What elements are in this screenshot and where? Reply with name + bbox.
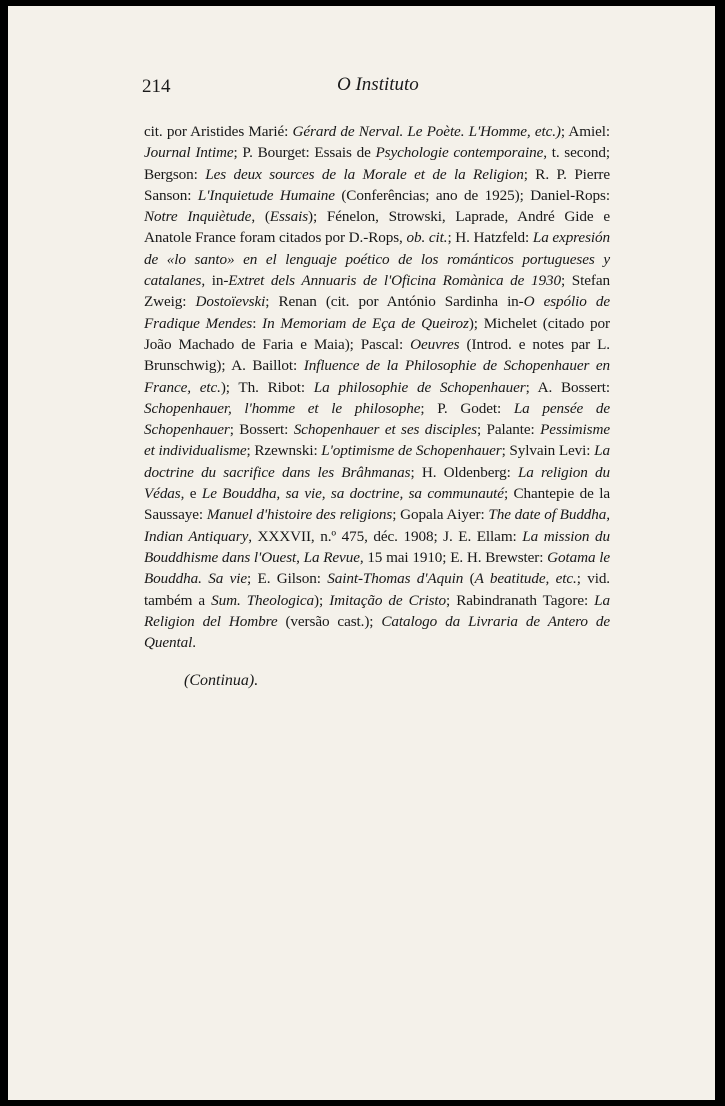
cited-title: Journal Intime	[144, 144, 234, 162]
cited-title: L'Inquietude Humaine	[197, 186, 335, 204]
cited-title: ob. cit.	[406, 229, 448, 247]
text-run: , 15 mai 1910; E. H. Brewster:	[359, 548, 548, 566]
continuation-note: (Continua).	[184, 672, 259, 689]
cited-title: La doctrine du sacrifice dans les Brâhmanas	[144, 442, 610, 481]
text-run: ; Palante:	[476, 421, 541, 439]
text-run: ; H. Oldenberg:	[410, 463, 518, 481]
text-run: ; A. Bossert:	[525, 378, 610, 396]
cited-title: Gotama le Bouddha. Sa vie	[144, 548, 610, 588]
text-run: (Conferências; ano de 1925); Daniel-Rops:	[334, 186, 610, 204]
cited-title: Sum. Theologica	[211, 591, 315, 609]
text-run: ; Rabindranath Tagore:	[446, 591, 595, 609]
cited-title: Imitação de Cristo	[329, 591, 447, 609]
text-run: , t. second; Bergson:	[144, 144, 610, 183]
cited-title: Extret dels Annuaris de l'Oficina Romànica de 1930	[228, 272, 561, 290]
cited-title: Schopenhauer et ses disciples	[293, 421, 477, 439]
cited-title: L'optimisme de Schopenhauer	[321, 442, 502, 460]
text-run: , (	[251, 208, 270, 226]
cited-title: La pensée de Schopenhauer	[144, 399, 610, 439]
cited-title: La Revue	[303, 548, 360, 566]
text-run: ; Gopala Aiyer:	[392, 506, 489, 524]
text-run: ; Sylvain Levi:	[501, 442, 595, 460]
cited-title: Psychologie contemporaine	[375, 144, 544, 162]
text-run: cit. por Aristides Marié:	[144, 123, 293, 140]
text-run: (Introd. e notes par L. Brunschwig); A. Baillot:	[144, 335, 610, 375]
page-number: 214	[142, 76, 171, 97]
cited-title: A beatitude, etc.	[474, 570, 577, 588]
cited-title: Schopenhauer, l'homme et le philosophe	[144, 399, 421, 417]
cited-title: La expresión de «lo santo» en el lenguaje poético de los románticos portugueses y catalanes	[144, 229, 610, 290]
text-run: ,	[296, 548, 304, 566]
cited-title: La religion du Védas	[144, 463, 610, 503]
cited-title: O espólio de Fradique Mendes	[144, 293, 610, 332]
cited-title: Dostoïevski	[195, 293, 266, 311]
running-head	[142, 76, 604, 100]
text-run: ; H. Hatzfeld:	[447, 229, 533, 247]
text-run: ; R. P. Pierre Sanson:	[144, 165, 610, 204]
text-run: (	[463, 570, 475, 588]
text-run: .	[192, 634, 196, 652]
text-run: , XXXVII, n.º 475, déc. 1908; J. E. Ellam:	[248, 527, 523, 545]
cited-title: Les deux sources de la Morale et de la Religion	[205, 165, 524, 183]
text-run: ; Chantepie de la Saussaye:	[144, 485, 610, 524]
cited-title: Notre Inquiètude	[144, 208, 252, 226]
cited-title: Saint-Thomas d'Aquin	[327, 570, 464, 588]
text-run: ; P. Bourget: Essais de	[233, 144, 376, 162]
journal-title: O Instituto	[337, 74, 419, 95]
text-run: ; P. Godet:	[420, 399, 514, 417]
text-run: ; Bossert:	[229, 421, 294, 439]
text-run: ; Stefan Zweig:	[144, 272, 610, 311]
cited-title: La mission du Bouddhisme dans l'Ouest	[144, 527, 610, 566]
text-run: ); Michelet (citado por João Machado de Faria e Maia); Pascal:	[144, 314, 610, 353]
text-run: (versão cast.);	[277, 612, 382, 630]
scanned-page	[8, 6, 715, 1100]
cited-title: Oeuvres	[410, 335, 460, 353]
cited-title: La philosophie de Schopenhauer	[313, 378, 526, 396]
text-run: ; E. Gilson:	[247, 570, 328, 588]
cited-title: Gérard de Nerval. Le Poète. L'Homme, etc.)	[292, 123, 561, 140]
cited-title: Manuel d'histoire des religions	[206, 506, 393, 524]
cited-title: The date of Buddha, Indian Antiquary	[144, 506, 610, 545]
text-run: , e	[180, 485, 202, 503]
text-run: );	[314, 591, 330, 609]
cited-title: Influence de la Philosophie de Schopenhauer en France, etc.	[144, 357, 610, 396]
text-run: :	[252, 314, 263, 332]
text-run: ; Rzewnski:	[246, 442, 322, 460]
text-run: ; Renan (cit. por António Sardinha in-	[265, 293, 524, 311]
bibliography-paragraph	[144, 121, 610, 653]
text-run: ; vid. também a	[144, 570, 611, 609]
cited-title: Pessimisme et individualisme	[144, 421, 610, 460]
text-run: , in-	[201, 272, 229, 290]
cited-title: Essais	[269, 208, 309, 226]
text-run: ); Fénelon, Strowski, Laprade, André Gide e Anatole France foram citados por D.-Rops,	[144, 208, 610, 247]
cited-title: La Religion del Hombre	[144, 591, 610, 630]
text-run: ); Th. Ribot:	[220, 378, 314, 396]
text-run: ; Amiel:	[560, 123, 611, 140]
cited-title: Le Bouddha, sa vie, sa doctrine, sa communauté	[201, 485, 504, 503]
cited-title: In Memoriam de Eça de Queiroz	[262, 314, 469, 332]
cited-title: Catalogo da Livraria de Antero de Quental	[144, 612, 610, 652]
